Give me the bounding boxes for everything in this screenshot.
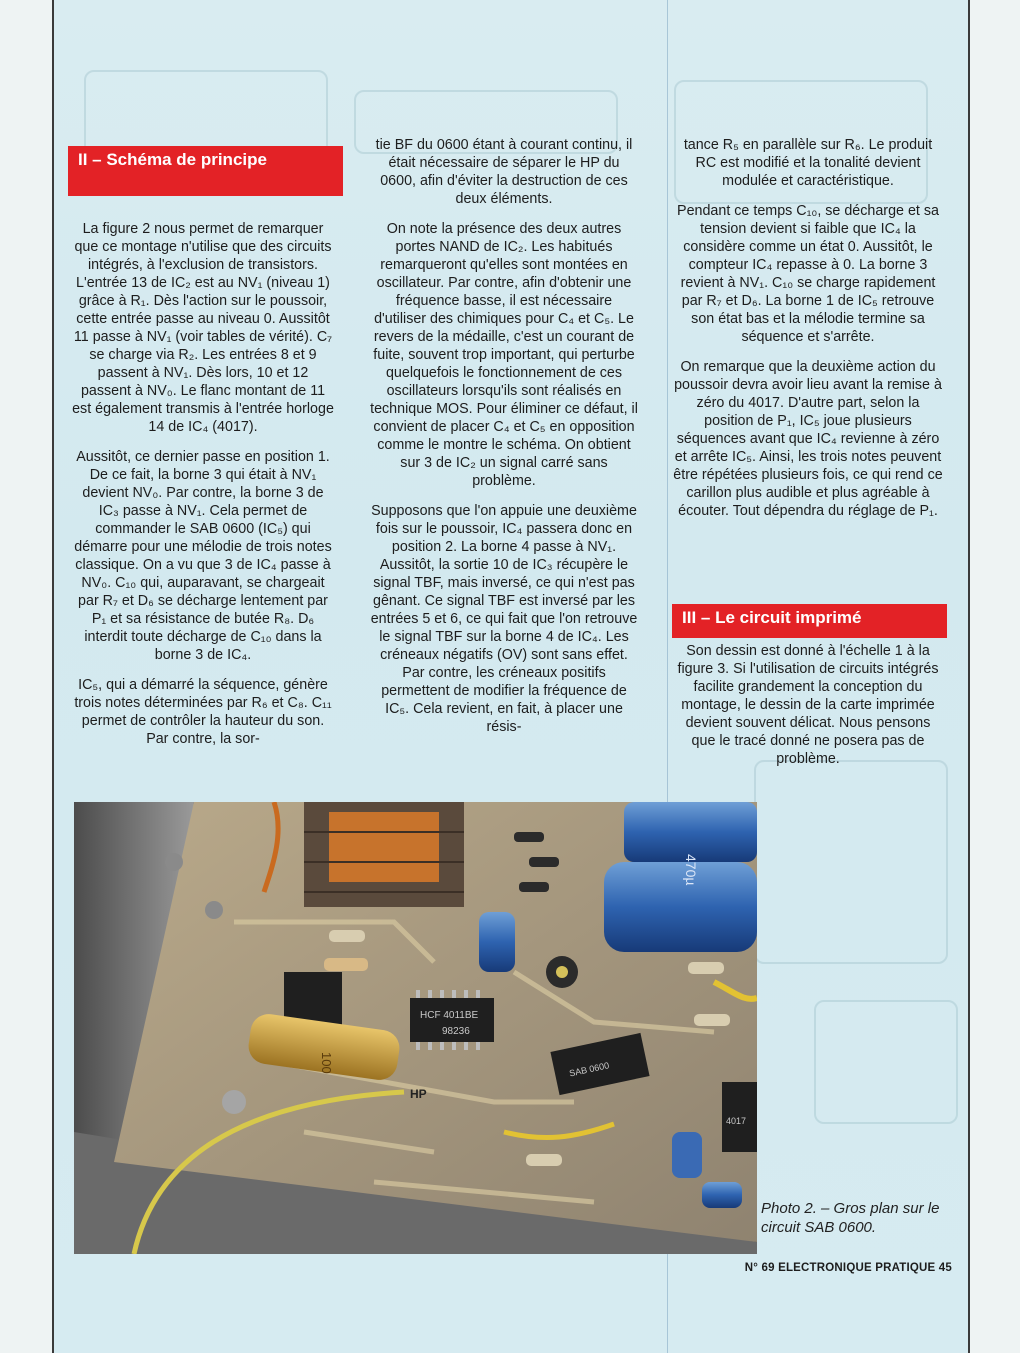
paragraph: Son dessin est donné à l'échelle 1 à la figure 3. Si l'utilisation de circuits intégrés facilite grandement la conception du montage, le dessin de la carte imprimée devient souvent délicat. Nous pensons que le tracé donné ne posera pas de problème.: [677, 643, 939, 767]
paragraph: On note la présence des deux autres portes NAND de IC₂. Les habitués remarqueront qu'elles sont montées en oscillateur. Par contre, afin d'obtenir une fréquence basse, il est nécessaire d'utiliser des chimiques pour C₄ et C₅. Le revers de la médaille, c'est un courant de fuite, souvent trop important, qui perturbe quelquefois le fonctionnement de ces oscillateurs lorsqu'ils sont réalisés en technique MOS. Pour éliminer ce défaut, il convient de placer C₄ et C₅ en opposition comme le montre le schéma. On obtient sur 3 de IC₂ un signal carré sans problème.: [370, 221, 638, 489]
left-border-rule: [52, 0, 54, 1353]
column-2: [370, 136, 638, 748]
paragraph: tie BF du 0600 étant à courant continu, il était nécessaire de séparer le HP du 0600, afin d'éviter la destruction de ces deux éléments.: [375, 137, 633, 207]
section-3-title: III – Le circuit imprimé: [682, 608, 862, 627]
section-3-heading: [672, 604, 947, 638]
chip3-label: 4017: [726, 1116, 747, 1126]
chip1-label: HCF 4011BE: [420, 1010, 479, 1021]
paragraph: IC₅, qui a démarré la séquence, génère trois notes déterminées par R₆ et C₈. C₁₁ permet de contrôler la hauteur du son. Par contre, la sor-: [74, 677, 332, 747]
chip1-code: 98236: [442, 1026, 470, 1037]
paragraph: On remarque que la deuxième action du poussoir devra avoir lieu avant la remise à zéro du 4017. D'autre part, selon la position de P₁, IC₅ joue plusieurs séquences avant que IC₄ revienne à zéro et arrête IC₅. Ainsi, les trois notes peuvent être répétées plusieurs fois, ce qui rend ce carillon plus audible et plus agréable à écouter. Tout dépendra du réglage de P₁.: [673, 359, 943, 519]
column-3: [672, 136, 944, 532]
circuit-photo: [74, 802, 757, 1254]
paragraph: Aussitôt, ce dernier passe en position 1. De ce fait, la borne 3 qui était à NV₁ devient NV₀. Par contre, la borne 3 de IC₃ passe à NV₁. Cela permet de commander le SAB 0600 (IC₅) qui démarre pour une mélodie de trois notes classique. On a vu que 3 de IC₄ passe à NV₀. C₁₀ qui, auparavant, se chargeait par R₇ et D₆ se décharge lentement par P₁ et sa résistance de butée R₈. D₆ interdit toute décharge de C₁₀ dans la borne 3 de IC₄.: [74, 449, 332, 663]
paragraph: tance R₅ en parallèle sur R₆. Le produit RC est modifié et la tonalité devient modulée et caractéristique.: [683, 137, 933, 189]
paragraph: Pendant ce temps C₁₀, se décharge et sa tension devient si faible que IC₄ la considère comme un état 0. Aussitôt, le compteur IC₄ repasse à 0. La borne 3 revient à NV₁. C₁₀ se charge rapidement par R₇ et D₆. La borne 1 de IC₅ retrouve son état bas et la mélodie termine sa séquence et s'arrête.: [677, 203, 939, 345]
paragraph: La figure 2 nous permet de remarquer que ce montage n'utilise que des circuits intégrés, à l'exclusion de transistors. L'entrée 13 de IC₂ est au NV₁ (niveau 1) grâce à R₁. Dès l'action sur le poussoir, cette entrée passe au niveau 0. Aussitôt 11 passe à NV₁ (voir tables de vérité). C₇ se charge via R₂. Les entrées 8 et 9 passent à NV₁. Dès lors, 10 et 12 passent à NV₀. Le flanc montant de 11 est également transmis à l'entrée horloge 14 de IC₄ (4017).: [72, 221, 334, 435]
gold-cap-label: 100: [319, 1052, 334, 1074]
right-border-rule: [968, 0, 970, 1353]
hp-label: HP: [410, 1087, 427, 1101]
cap-big-label: 470µ: [683, 854, 699, 886]
column-3-bottom: [672, 642, 944, 780]
page-footer: N° 69 ELECTRONIQUE PRATIQUE 45: [744, 1262, 952, 1274]
section-2-title: II – Schéma de principe: [78, 150, 267, 169]
photo-caption: Photo 2. – Gros plan sur le circuit SAB 0600.: [761, 1200, 940, 1236]
chip2-label: SAB 0600: [568, 1060, 611, 1079]
column-1: [72, 220, 334, 760]
paragraph: Supposons que l'on appuie une deuxième fois sur le poussoir, IC₄ passera donc en position 2. La borne 4 passe à NV₁. Aussitôt, la sortie 10 de IC₃ récupère le signal TBF, mais inversé, ce qui n'est pas gênant. Ce signal TBF est inversé par les entrées 5 et 6, ce qui fait que l'on retrouve le signal TBF sur la borne 4 de IC₄. Les créneaux négatifs (OV) sont sans effet. Par contre, les créneaux positifs permettent de modifier la fréquence de IC₅. Cela revient, en fait, à placer une résis-: [370, 503, 638, 735]
section-2-heading: [68, 146, 343, 196]
